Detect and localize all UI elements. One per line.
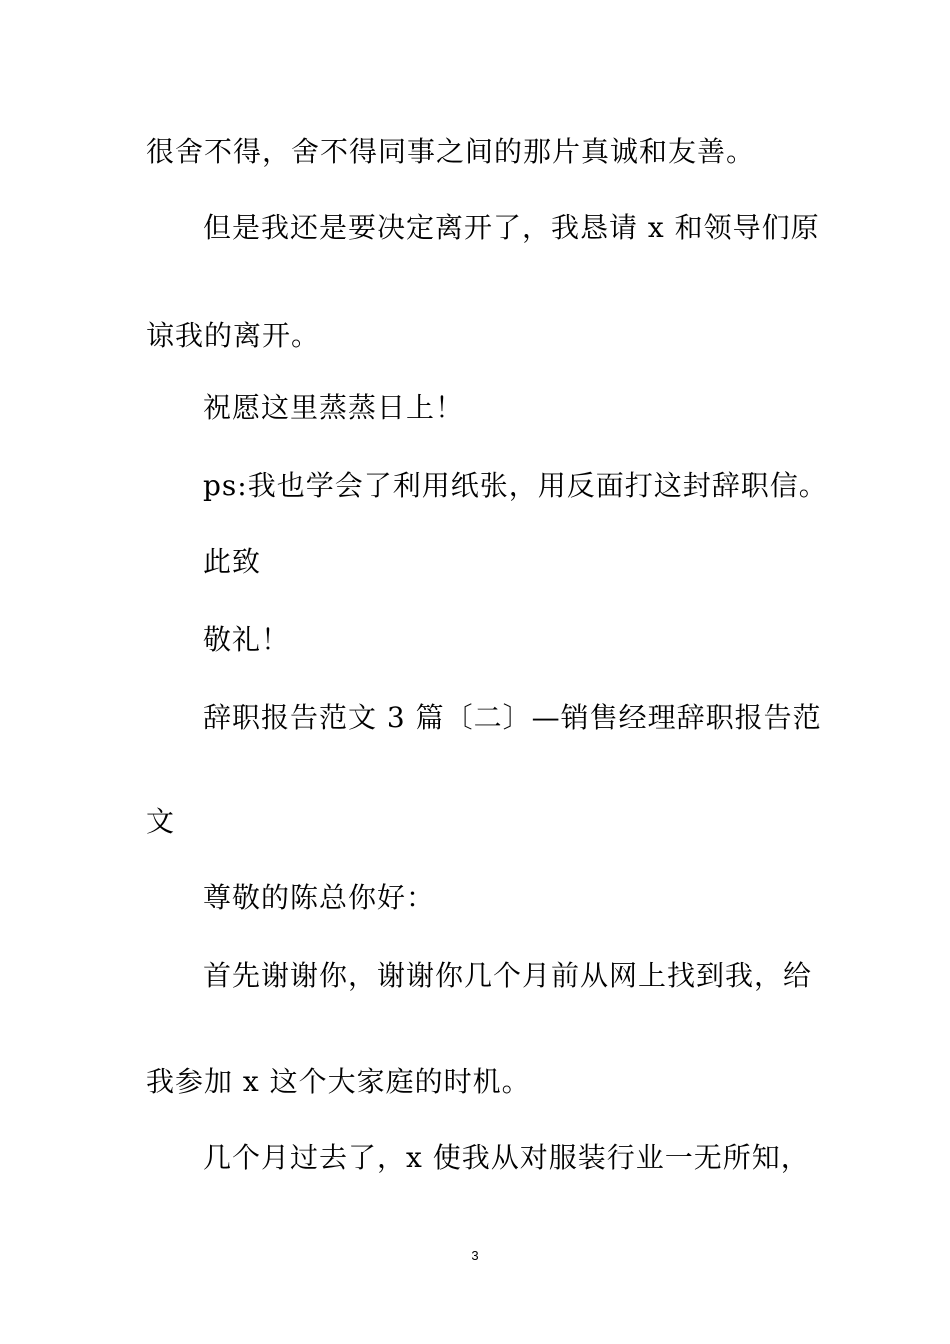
salutation: 尊敬的陈总你好：	[203, 881, 436, 914]
text-line: 敬礼！	[203, 623, 291, 656]
section-heading-continued: 文	[146, 805, 176, 838]
text-line: 此致	[203, 545, 262, 578]
text-line: 谅我的离开。	[146, 319, 321, 352]
text-line: 但是我还是要决定离开了，我恳请 x 和领导们原	[203, 211, 820, 244]
text-line: 首先谢谢你，谢谢你几个月前从网上找到我，给	[203, 959, 813, 992]
text-line: 很舍不得，舍不得同事之间的那片真诚和友善。	[146, 135, 756, 168]
text-line: 几个月过去了，x 使我从对服装行业一无所知，	[203, 1141, 810, 1174]
text-line: 祝愿这里蒸蒸日上！	[203, 391, 465, 424]
page-number: 3	[471, 1248, 479, 1263]
section-heading: 辞职报告范文 3 篇〔二〕—销售经理辞职报告范	[203, 701, 822, 734]
text-line: 我参加 x 这个大家庭的时机。	[146, 1065, 531, 1098]
text-line: ps:我也学会了利用纸张，用反面打这封辞职信。	[203, 469, 828, 502]
